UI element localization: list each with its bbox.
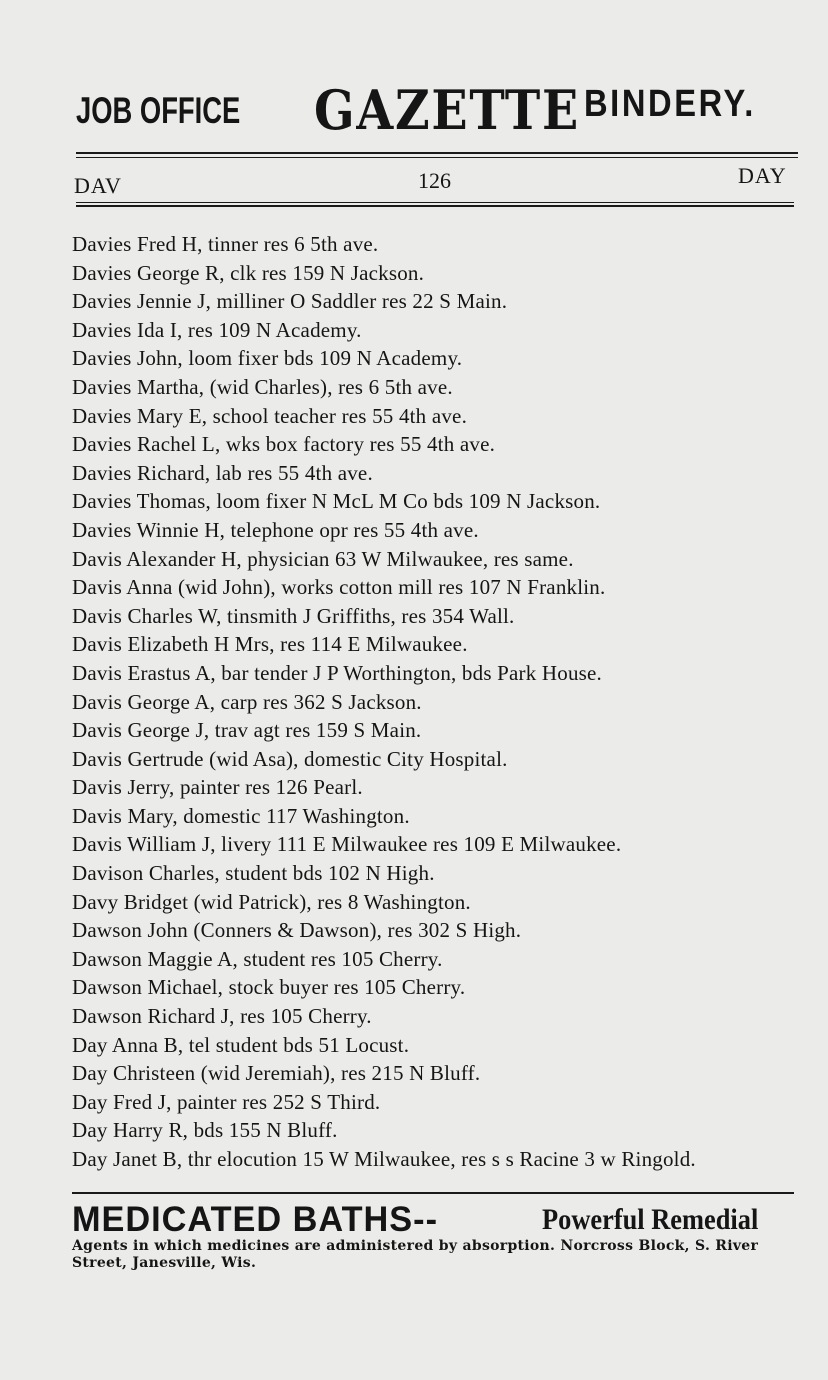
directory-entry: Davy Bridget (wid Patrick), res 8 Washington. [72,889,471,914]
directory-entry: Davis Alexander H, physician 63 W Milwaukee, res same. [72,546,574,571]
footer-rule [72,1192,794,1194]
directory-entry: Davies George R, clk res 159 N Jackson. [72,260,425,285]
running-head-right: DAY [738,163,787,188]
directory-entry: Davis William J, livery 111 E Milwaukee res 109 E Milwaukee. [72,832,622,857]
banner-job-office: JOB OFFICE [76,90,241,131]
directory-entry: Davies Richard, lab res 55 4th ave. [72,460,373,485]
directory-entry: Davies Jennie J, milliner O Saddler res 22 S Main. [72,289,508,314]
directory-entry: Davison Charles, student bds 102 N High. [72,861,435,886]
directory-entry: Davies Rachel L, wks box factory res 55 4th ave. [72,432,496,457]
directory-entries [72,230,812,1174]
directory-entry: Davis Mary, domestic 117 Washington. [72,803,410,828]
banner-bindery: BINDERY. [584,83,756,125]
ad-headline-tail: Powerful Remedial [542,1203,759,1236]
header-top-rule-thin [76,157,798,158]
header-top-rule [76,152,798,154]
directory-entry: Davies John, loom fixer bds 109 N Academy. [72,346,463,371]
header-bottom-rule-thick [76,205,794,207]
directory-entry: Dawson John (Conners & Dawson), res 302 S High. [72,918,522,943]
directory-entry: Davies Mary E, school teacher res 55 4th ave. [72,403,468,428]
directory-entry: Davies Fred H, tinner res 6 5th ave. [72,232,379,256]
directory-entry: Davies Martha, (wid Charles), res 6 5th ave. [72,374,453,399]
directory-entry: Davis Gertrude (wid Asa), domestic City Hospital. [72,746,508,771]
directory-entry: Day Fred J, painter res 252 S Third. [72,1089,381,1114]
directory-entry: Day Janet B, thr elocution 15 W Milwaukee, res s s Racine 3 w Ringold. [72,1147,696,1171]
directory-entry: Davis Jerry, painter res 126 Pearl. [72,775,363,800]
header-bottom-rule [76,202,794,203]
directory-entry: Day Harry R, bds 155 N Bluff. [72,1118,338,1143]
banner-gazette: GAZETTE [314,78,580,142]
directory-entry: Davies Thomas, loom fixer N McL M Co bds 109 N Jackson. [72,489,601,514]
directory-entry: Davis Erastus A, bar tender J P Worthington, bds Park House. [72,660,603,685]
directory-entry: Davies Ida I, res 109 N Academy. [72,317,362,342]
ad-headline-main: MEDICATED BATHS-- [72,1200,438,1239]
directory-entry: Day Anna B, tel student bds 51 Locust. [72,1032,410,1057]
top-advertisement-banner [74,76,798,146]
directory-entry: Davis Elizabeth H Mrs, res 114 E Milwaukee. [72,632,468,657]
directory-entry: Davis George A, carp res 362 S Jackson. [72,689,422,714]
running-head-left: DAV [74,173,122,198]
directory-entry: Day Christeen (wid Jeremiah), res 215 N Bluff. [72,1061,481,1086]
directory-entry: Davis George J, trav agt res 159 S Main. [72,718,422,743]
directory-entry: Dawson Richard J, res 105 Cherry. [72,1004,372,1029]
page-number: 126 [418,168,451,193]
directory-entry: Dawson Maggie A, student res 105 Cherry. [72,946,443,971]
directory-entry: Dawson Michael, stock buyer res 105 Cherry. [72,975,466,1000]
directory-entry: Davis Charles W, tinsmith J Griffiths, res 354 Wall. [72,603,515,628]
ad-body-text: Agents in which medicines are administered by absorption. Norcross Block, S. River Street, Janesville, Wis. [72,1238,759,1271]
directory-entry: Davies Winnie H, telephone opr res 55 4th ave. [72,517,479,542]
directory-entry: Davis Anna (wid John), works cotton mill res 107 N Franklin. [72,575,606,600]
